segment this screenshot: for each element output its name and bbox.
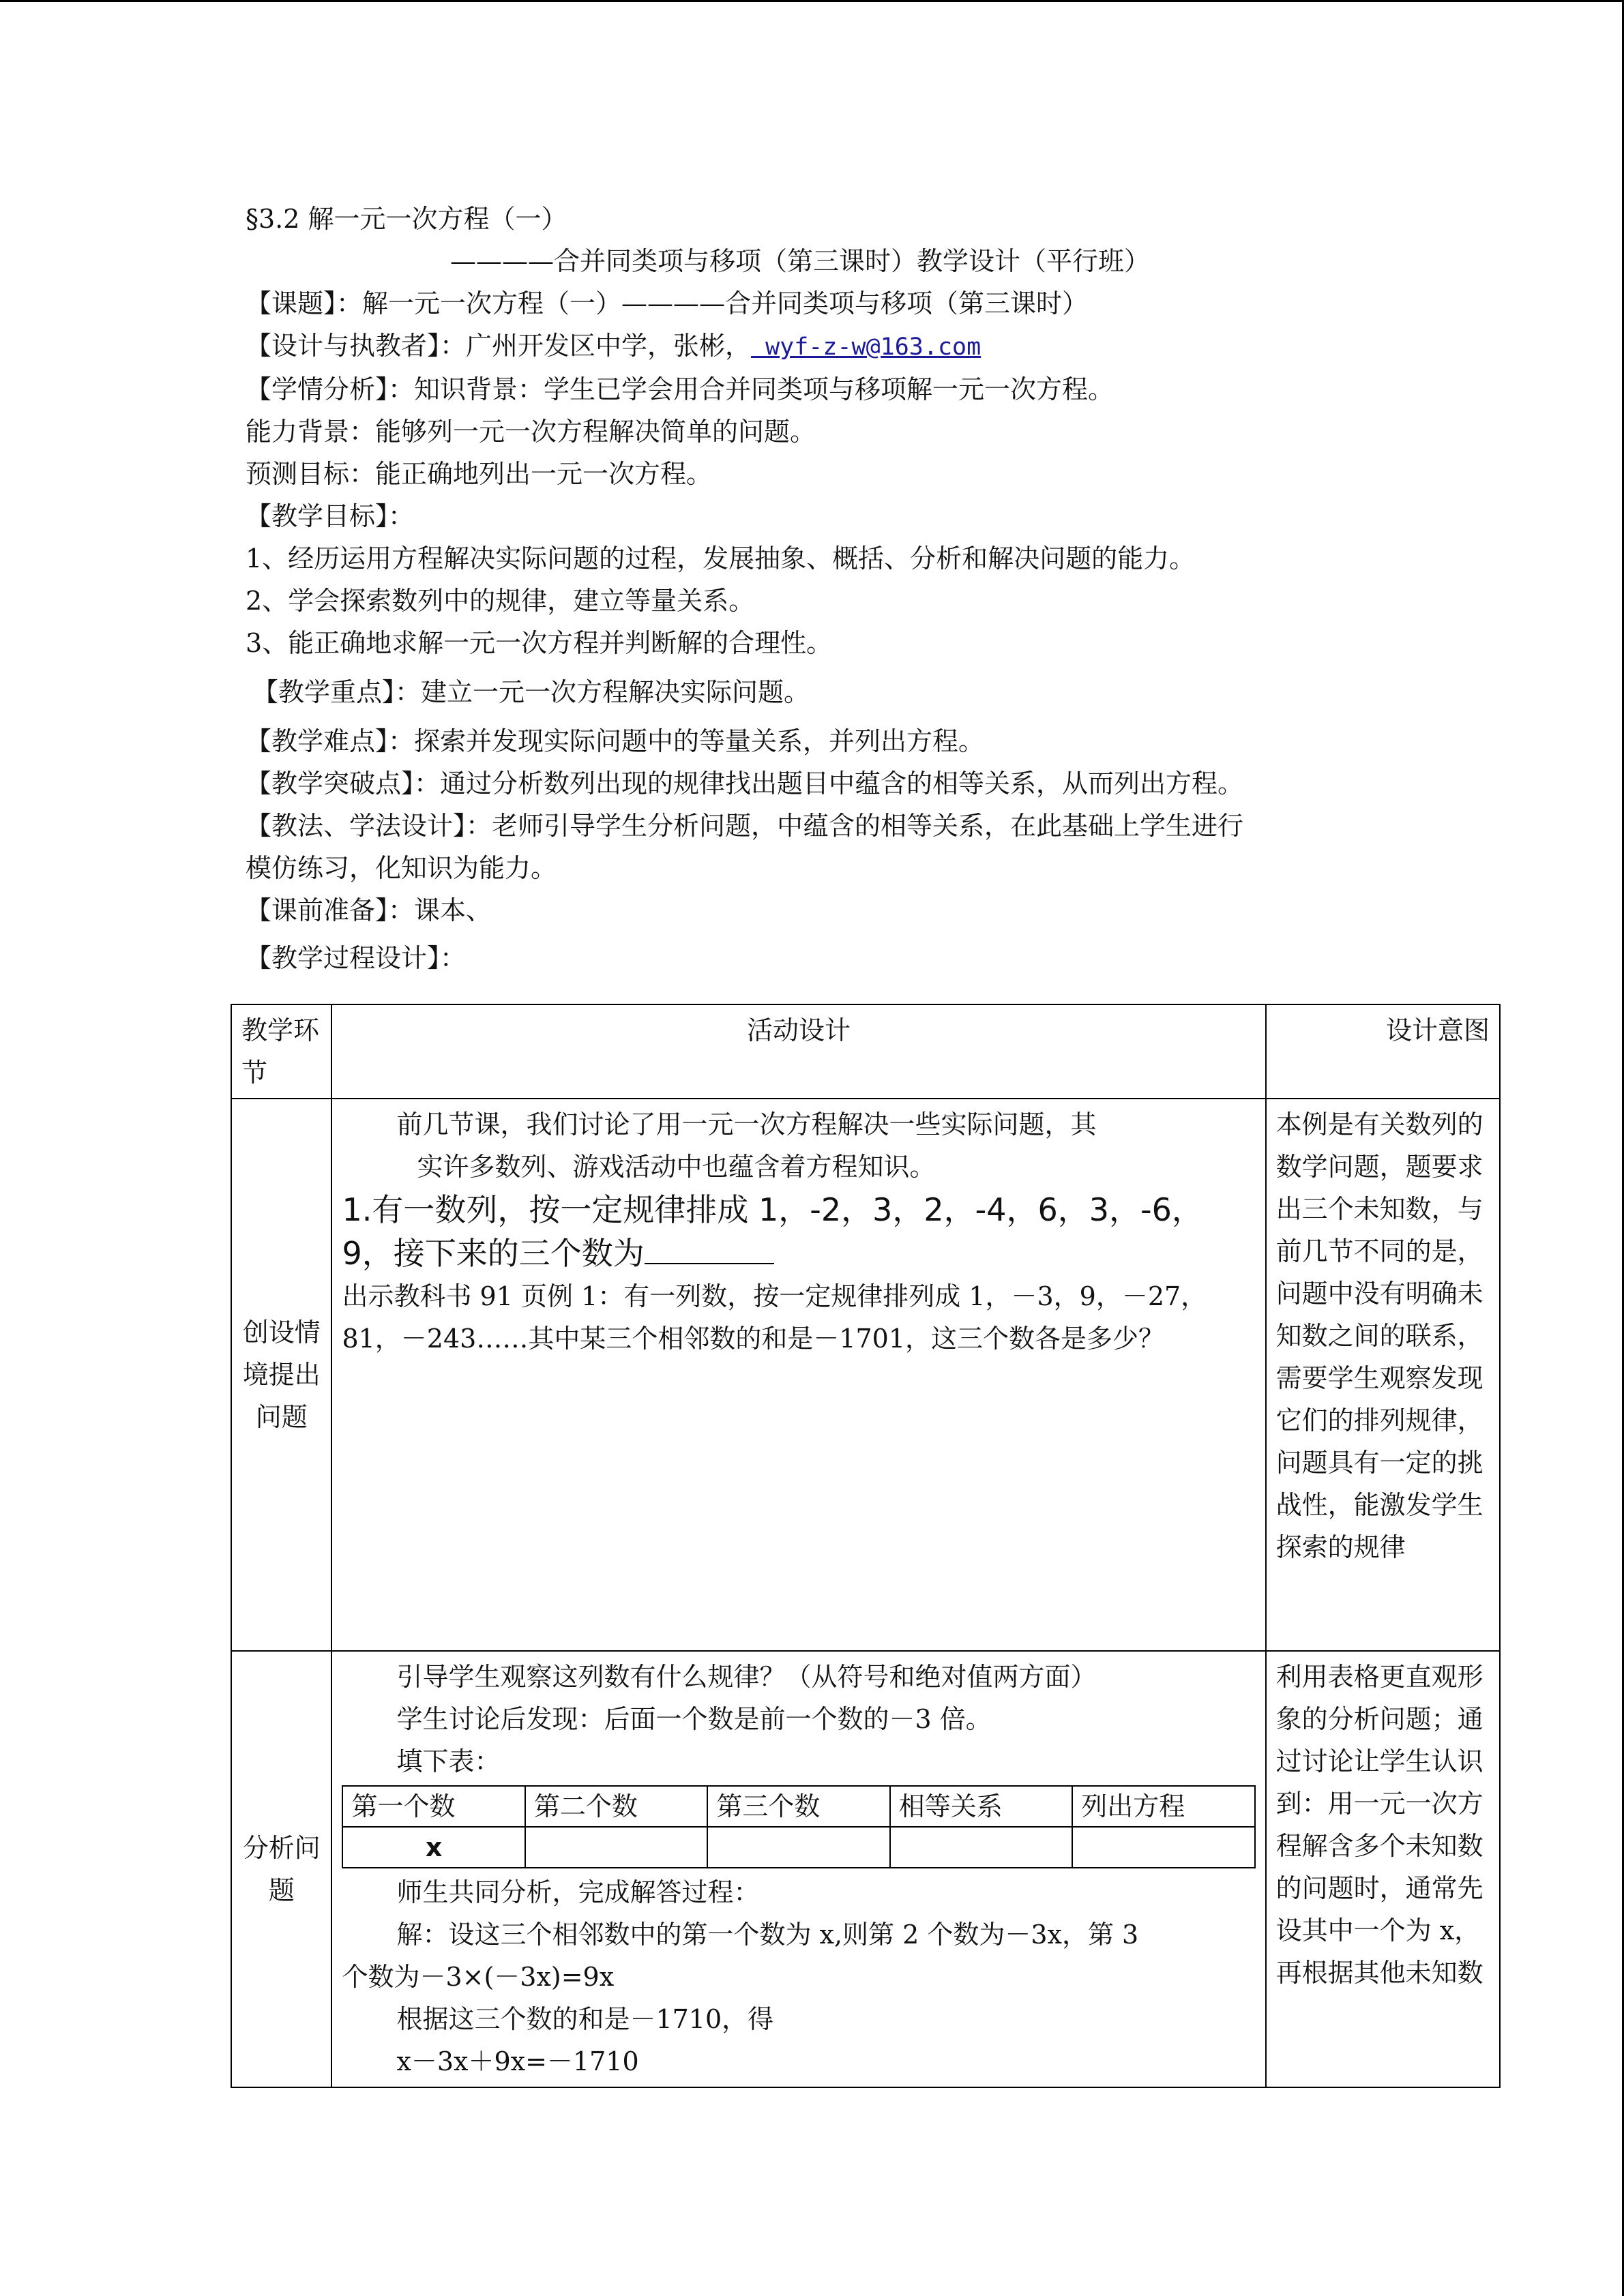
fill-table-row [342,1827,1254,1868]
analysis-line-8: x－3x＋9x=－1710 [396,2046,639,2076]
analysis-line-2: 学生讨论后发现：后面一个数是前一个数的－3 倍。 [396,1704,992,1734]
fill-header-2: 第二个数 [525,1786,707,1827]
fill-in-table [342,1785,1255,1868]
key-point: 【教学重点】：建立一元一次方程解决实际问题。 [252,677,810,707]
analysis-line-6: 个数为－3×(－3x)=9x [342,1962,615,1992]
stage-cell-1: 创设情境提出问题 [231,1099,331,1651]
analysis-line-7: 根据这三个数的和是－1710，得 [396,2004,774,2034]
intro-line-1: 前几节课，我们讨论了用一元一次方程解决一些实际问题，其 [396,1109,1097,1139]
top-border [0,0,1624,2]
analysis-line: 【学情分析】：知识背景：学生已学会用合并同类项与移项解一元一次方程。 [246,374,1114,404]
designer-line [246,325,1507,368]
activity-cell-1 [331,1099,1265,1651]
designer-label: 【设计与执教者】：广州开发区中学，张彬， [246,331,752,361]
preparation-line: 【课前准备】：课本、 [246,895,492,925]
teaching-process-table [231,1004,1501,2088]
difficulty-line: 【教学难点】：探索并发现实际问题中的等量关系，并列出方程。 [246,726,985,756]
fill-cell-x: x [342,1827,525,1868]
email-link[interactable]: wyf-z-w@163.com [751,333,981,361]
question-1-line-1: 1.有一数列，按一定规律排成 1，-2，3，2，-4，6，3，-6， [342,1191,1203,1228]
table-header-row [231,1004,1500,1099]
activity-cell-2 [331,1651,1265,2087]
goal-3: 3、能正确地求解一元一次方程并判断解的合理性。 [246,628,833,658]
question-1-line-2 [342,1232,1255,1275]
prediction-line: 预测目标：能正确地列出一元一次方程。 [246,459,713,489]
fill-cell [707,1827,889,1868]
analysis-line-4: 师生共同分析，完成解答过程： [396,1877,760,1907]
analysis-line-5: 解：设这三个相邻数中的第一个数为 x,则第 2 个数为－3x，第 3 [396,1920,1139,1950]
table-row [231,1099,1500,1651]
analysis-line-3: 填下表： [396,1746,501,1776]
fill-table-header [342,1786,1254,1827]
method-line-1: 【教法、学法设计】：老师引导学生分析问题，中蕴含的相等关系，在此基础上学生进行 [246,811,1244,841]
method-line-2: 模仿练习，化知识为能力。 [246,853,557,883]
header-activity: 活动设计 [331,1004,1265,1099]
fill-header-4: 相等关系 [890,1786,1072,1827]
stage-cell-2: 分析问题 [231,1651,331,2087]
doc-subtitle: ————合并同类项与移项（第三课时）教学设计（平行班） [450,246,1151,276]
breakthrough-line: 【教学突破点】：通过分析数列出现的规律找出题目中蕴含的相等关系，从而列出方程。 [246,769,1244,799]
answer-blank [645,1236,774,1264]
fill-cell [890,1827,1072,1868]
goal-1: 1、经历运用方程解决实际问题的过程，发展抽象、概括、分析和解决问题的能力。 [246,543,1196,573]
question-1-text: 9，接下来的三个数为 [342,1235,645,1272]
fill-cell [1072,1827,1254,1868]
analysis-line-1: 引导学生观察这列数有什么规律？（从符号和绝对值两方面） [396,1662,1097,1692]
fill-cell [525,1827,707,1868]
goals-label: 【教学目标】： [246,501,415,531]
table-row [231,1651,1500,2087]
goal-2: 2、学会探索数列中的规律，建立等量关系。 [246,586,755,616]
intro-line-2: 实许多数列、游戏活动中也蕴含着方程知识。 [417,1152,936,1182]
fill-header-3: 第三个数 [707,1786,889,1827]
fill-header-5: 列出方程 [1072,1786,1254,1827]
topic-line: 【课题】：解一元一次方程（一）————合并同类项与移项（第三课时） [246,288,1089,318]
fill-header-1: 第一个数 [342,1786,525,1827]
document-body [246,198,1507,979]
header-intent: 设计意图 [1266,1004,1500,1099]
ability-line: 能力背景：能够列一元一次方程解决简单的问题。 [246,417,816,447]
intent-cell-1: 本例是有关数列的数学问题，题要求出三个未知数，与前几节不同的是，问题中没有明确未知数之间的联系，需要学生观察发现它们的排列规律，问题具有一定的挑战性，能激发学生探索的规律 [1266,1099,1500,1651]
header-stage: 教学环节 [231,1004,331,1099]
doc-title: §3.2 解一元一次方程（一） [246,204,567,234]
process-label: 【教学过程设计】： [246,943,467,973]
example-text: 出示教科书 91 页例 1：有一列数，按一定规律排列成 1，－3，9，－27，81，－243……其中某三个相邻数的和是－1701，这三个数各是多少？ [342,1281,1207,1354]
intent-cell-2: 利用表格更直观形象的分析问题；通过讨论让学生认识到：用一元一次方程解含多个未知数的问题时，通常先设其中一个为 x，再根据其他未知数 [1266,1651,1500,2087]
